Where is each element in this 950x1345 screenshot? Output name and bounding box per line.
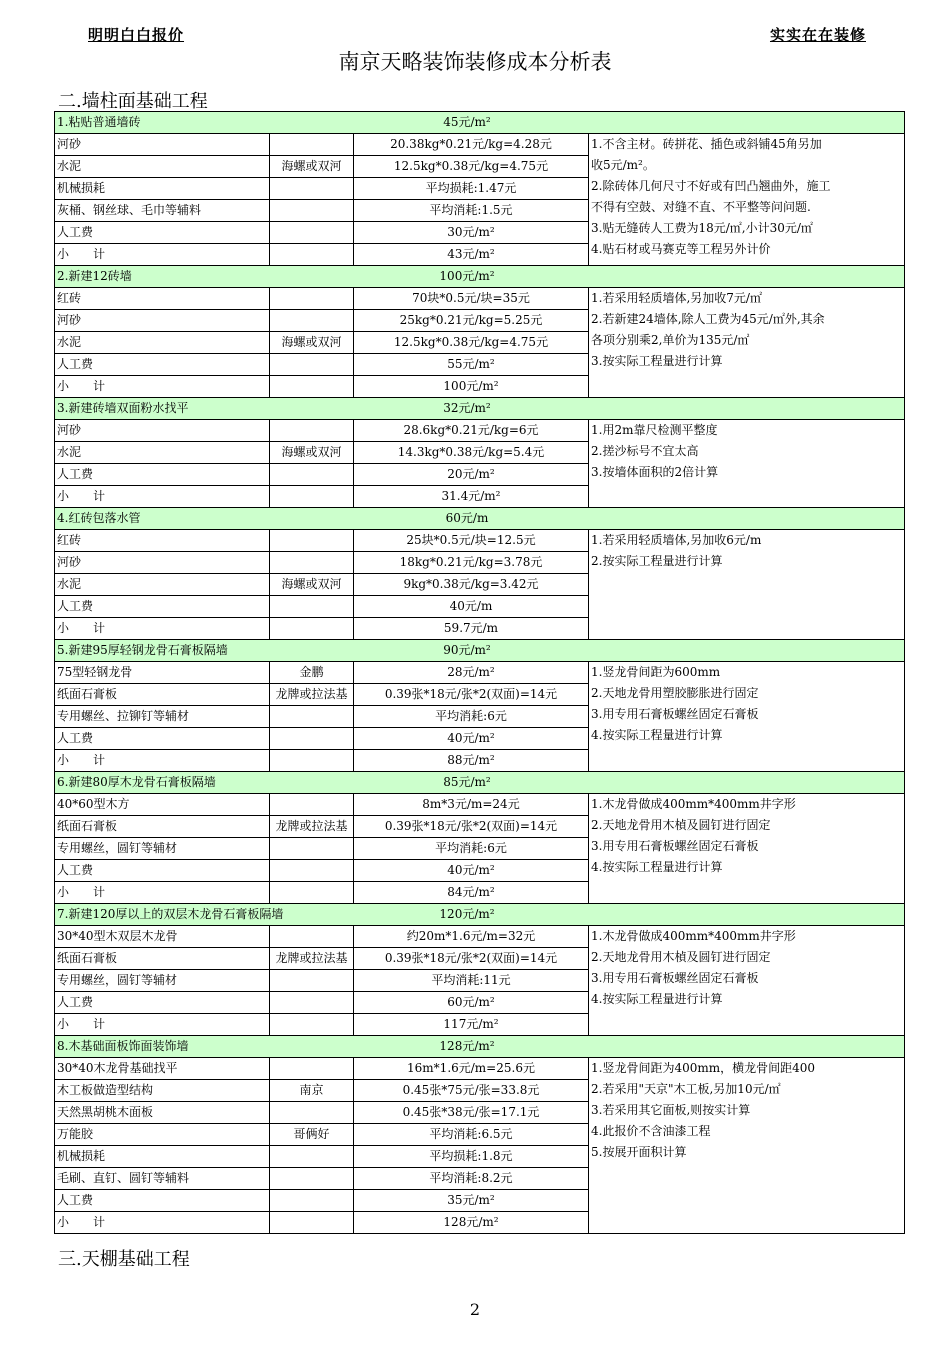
block-header-cell bbox=[55, 266, 905, 288]
note-line: 3.按实际工程量进行计算 bbox=[591, 354, 723, 368]
price-calculation-cell: 20元/m² bbox=[354, 464, 589, 486]
price-calculation-cell: 20.38kg*0.21元/kg=4.28元 bbox=[354, 134, 589, 156]
note-line: 2.若采用"天京"木工板,另加10元/㎡ bbox=[591, 1082, 781, 1096]
brand-cell bbox=[270, 420, 354, 442]
block-header-cell bbox=[55, 508, 905, 530]
brand-cell: 龙牌或拉法基 bbox=[270, 684, 354, 706]
block-header-row bbox=[55, 1036, 905, 1058]
brand-cell bbox=[270, 970, 354, 992]
item-name-cell: 纸面石膏板 bbox=[55, 948, 270, 970]
item-name-cell: 人工费 bbox=[55, 728, 270, 750]
price-calculation-cell: 84元/m² bbox=[354, 882, 589, 904]
note-line: 收5元/m²。 bbox=[591, 158, 655, 172]
item-name-cell: 小 计 bbox=[55, 376, 270, 398]
block-unit-price: 45元/m² bbox=[443, 115, 491, 129]
block-header-row bbox=[55, 640, 905, 662]
block-title: 4.红砖包落水管 bbox=[57, 511, 141, 525]
price-calculation-cell: 平均消耗:6元 bbox=[354, 706, 589, 728]
block-title: 6.新建80厚木龙骨石膏板隔墙 bbox=[57, 775, 216, 789]
table-row bbox=[55, 134, 905, 156]
price-calculation-cell: 55元/m² bbox=[354, 354, 589, 376]
table-row bbox=[55, 1058, 905, 1080]
brand-cell bbox=[270, 222, 354, 244]
item-name-cell: 75型轻钢龙骨 bbox=[55, 662, 270, 684]
block-header-row bbox=[55, 398, 905, 420]
price-calculation-cell: 0.39张*18元/张*2(双面)=14元 bbox=[354, 948, 589, 970]
item-name-cell: 30*40型木双层木龙骨 bbox=[55, 926, 270, 948]
document-title: 南京天略装饰装修成本分析表 bbox=[338, 50, 612, 74]
price-calculation-cell: 0.45张*75元/张=33.8元 bbox=[354, 1080, 589, 1102]
brand-cell bbox=[270, 1168, 354, 1190]
note-line: 2.除砖体几何尺寸不好或有凹凸翘曲外，施工 bbox=[591, 179, 831, 193]
brand-cell bbox=[270, 244, 354, 266]
note-line: 2.天地龙骨用塑胶膨胀进行固定 bbox=[591, 686, 759, 700]
brand-cell bbox=[270, 552, 354, 574]
block-header-cell bbox=[55, 772, 905, 794]
brand-cell bbox=[270, 882, 354, 904]
brand-cell: 龙牌或拉法基 bbox=[270, 816, 354, 838]
item-name-cell: 人工费 bbox=[55, 992, 270, 1014]
price-calculation-cell: 100元/m² bbox=[354, 376, 589, 398]
brand-cell bbox=[270, 1212, 354, 1234]
note-line: 4.按实际工程量进行计算 bbox=[591, 992, 723, 1006]
block-title: 7.新建120厚以上的双层木龙骨石膏板隔墙 bbox=[57, 907, 284, 921]
brand-cell bbox=[270, 376, 354, 398]
brand-cell bbox=[270, 750, 354, 772]
table-row bbox=[55, 794, 905, 816]
item-name-cell: 小 计 bbox=[55, 1014, 270, 1036]
brand-cell bbox=[270, 486, 354, 508]
item-name-cell: 人工费 bbox=[55, 464, 270, 486]
price-calculation-cell: 12.5kg*0.38元/kg=4.75元 bbox=[354, 156, 589, 178]
item-name-cell: 水泥 bbox=[55, 574, 270, 596]
item-name-cell: 人工费 bbox=[55, 860, 270, 882]
cost-analysis-table bbox=[54, 111, 905, 1234]
item-name-cell: 水泥 bbox=[55, 156, 270, 178]
price-calculation-cell: 14.3kg*0.38元/kg=5.4元 bbox=[354, 442, 589, 464]
price-calculation-cell: 117元/m² bbox=[354, 1014, 589, 1036]
price-calculation-cell: 31.4元/m² bbox=[354, 486, 589, 508]
price-calculation-cell: 40元/m² bbox=[354, 728, 589, 750]
note-line: 不得有空鼓、对缝不直、不平整等问问题. bbox=[591, 200, 811, 214]
note-line: 1.竖龙骨间距为600mm bbox=[591, 665, 721, 679]
price-calculation-cell: 平均消耗:6.5元 bbox=[354, 1124, 589, 1146]
brand-cell: 海螺或双河 bbox=[270, 574, 354, 596]
item-name-cell: 人工费 bbox=[55, 596, 270, 618]
item-name-cell: 机械损耗 bbox=[55, 1146, 270, 1168]
brand-cell bbox=[270, 794, 354, 816]
price-calculation-cell: 平均损耗:1.8元 bbox=[354, 1146, 589, 1168]
price-calculation-cell: 35元/m² bbox=[354, 1190, 589, 1212]
block-header-cell bbox=[55, 904, 905, 926]
brand-cell bbox=[270, 838, 354, 860]
brand-cell bbox=[270, 618, 354, 640]
note-line: 4.此报价不含油漆工程 bbox=[591, 1124, 711, 1138]
block-header-cell bbox=[55, 398, 905, 420]
price-calculation-cell: 70块*0.5元/块=35元 bbox=[354, 288, 589, 310]
table-row bbox=[55, 530, 905, 552]
notes-cell bbox=[589, 134, 905, 266]
note-line: 5.按展开面积计算 bbox=[591, 1145, 687, 1159]
brand-cell bbox=[270, 178, 354, 200]
item-name-cell: 专用螺丝、拉铆钉等辅材 bbox=[55, 706, 270, 728]
block-header-row bbox=[55, 112, 905, 134]
table-row bbox=[55, 420, 905, 442]
item-name-cell: 毛刷、直钉、圆钉等辅料 bbox=[55, 1168, 270, 1190]
block-unit-price: 90元/m² bbox=[443, 643, 491, 657]
price-calculation-cell: 40元/m² bbox=[354, 860, 589, 882]
notes-cell bbox=[589, 926, 905, 1036]
item-name-cell: 小 计 bbox=[55, 882, 270, 904]
price-calculation-cell: 9kg*0.38元/kg=3.42元 bbox=[354, 574, 589, 596]
note-line: 2.若新建24墙体,除人工费为45元/㎡外,其余 bbox=[591, 312, 825, 326]
item-name-cell: 小 计 bbox=[55, 1212, 270, 1234]
brand-cell: 海螺或双河 bbox=[270, 442, 354, 464]
block-unit-price: 120元/m² bbox=[439, 907, 495, 921]
brand-cell: 南京 bbox=[270, 1080, 354, 1102]
note-line: 3.贴无缝砖人工费为18元/㎡,小计30元/㎡ bbox=[591, 221, 813, 235]
price-calculation-cell: 30元/m² bbox=[354, 222, 589, 244]
section-heading-ceiling: 三.天棚基础工程 bbox=[58, 1249, 190, 1270]
brand-cell bbox=[270, 596, 354, 618]
brand-cell bbox=[270, 728, 354, 750]
brand-cell bbox=[270, 530, 354, 552]
brand-cell bbox=[270, 1190, 354, 1212]
note-line: 3.按墙体面积的2倍计算 bbox=[591, 465, 719, 479]
block-header-row bbox=[55, 266, 905, 288]
brand-cell: 哥俩好 bbox=[270, 1124, 354, 1146]
block-header-row bbox=[55, 772, 905, 794]
item-name-cell: 人工费 bbox=[55, 354, 270, 376]
note-line: 2.按实际工程量进行计算 bbox=[591, 554, 723, 568]
note-line: 2.天地龙骨用木楨及圆钉进行固定 bbox=[591, 818, 771, 832]
price-calculation-cell: 40元/m bbox=[354, 596, 589, 618]
price-calculation-cell: 8m*3元/m=24元 bbox=[354, 794, 589, 816]
block-title: 8.木基础面板饰面装饰墙 bbox=[57, 1039, 189, 1053]
item-name-cell: 河砂 bbox=[55, 134, 270, 156]
brand-cell bbox=[270, 926, 354, 948]
item-name-cell: 河砂 bbox=[55, 310, 270, 332]
price-calculation-cell: 28元/m² bbox=[354, 662, 589, 684]
item-name-cell: 人工费 bbox=[55, 1190, 270, 1212]
note-line: 1.木龙骨做成400mm*400mm井字形 bbox=[591, 929, 796, 943]
item-name-cell: 纸面石膏板 bbox=[55, 684, 270, 706]
note-line: 1.若采用轻质墙体,另加收7元/㎡ bbox=[591, 291, 762, 305]
brand-cell bbox=[270, 1014, 354, 1036]
block-header-row bbox=[55, 508, 905, 530]
price-calculation-cell: 0.39张*18元/张*2(双面)=14元 bbox=[354, 816, 589, 838]
brand-cell bbox=[270, 134, 354, 156]
note-line: 4.贴石材或马赛克等工程另外计价 bbox=[591, 242, 771, 256]
left-slogan: 明明白白报价 bbox=[88, 26, 185, 44]
item-name-cell: 红砖 bbox=[55, 530, 270, 552]
section-heading-wall: 二.墙柱面基础工程 bbox=[58, 91, 208, 112]
price-calculation-cell: 0.39张*18元/张*2(双面)=14元 bbox=[354, 684, 589, 706]
block-unit-price: 32元/m² bbox=[443, 401, 491, 415]
item-name-cell: 纸面石膏板 bbox=[55, 816, 270, 838]
price-calculation-cell: 平均损耗:1.47元 bbox=[354, 178, 589, 200]
table-row bbox=[55, 288, 905, 310]
brand-cell: 海螺或双河 bbox=[270, 156, 354, 178]
brand-cell: 海螺或双河 bbox=[270, 332, 354, 354]
note-line: 1.若采用轻质墙体,另加收6元/m bbox=[591, 533, 762, 547]
brand-cell bbox=[270, 1146, 354, 1168]
notes-cell bbox=[589, 662, 905, 772]
price-calculation-cell: 128元/m² bbox=[354, 1212, 589, 1234]
item-name-cell: 天然黑胡桃木面板 bbox=[55, 1102, 270, 1124]
price-calculation-cell: 60元/m² bbox=[354, 992, 589, 1014]
price-calculation-cell: 平均消耗:6元 bbox=[354, 838, 589, 860]
note-line: 3.用专用石膏板螺丝固定石膏板 bbox=[591, 971, 759, 985]
price-calculation-cell: 18kg*0.21元/kg=3.78元 bbox=[354, 552, 589, 574]
brand-cell: 龙牌或拉法基 bbox=[270, 948, 354, 970]
block-unit-price: 128元/m² bbox=[439, 1039, 495, 1053]
block-title: 3.新建砖墙双面粉水找平 bbox=[57, 401, 189, 415]
item-name-cell: 河砂 bbox=[55, 552, 270, 574]
brand-cell bbox=[270, 1102, 354, 1124]
brand-cell bbox=[270, 706, 354, 728]
note-line: 4.按实际工程量进行计算 bbox=[591, 728, 723, 742]
item-name-cell: 水泥 bbox=[55, 332, 270, 354]
note-line: 4.按实际工程量进行计算 bbox=[591, 860, 723, 874]
item-name-cell: 河砂 bbox=[55, 420, 270, 442]
note-line: 1.木龙骨做成400mm*400mm井字形 bbox=[591, 797, 796, 811]
item-name-cell: 小 计 bbox=[55, 750, 270, 772]
note-line: 1.用2m靠尺检测平整度 bbox=[591, 423, 718, 437]
block-title: 2.新建12砖墙 bbox=[57, 269, 132, 283]
price-calculation-cell: 59.7元/m bbox=[354, 618, 589, 640]
price-calculation-cell: 88元/m² bbox=[354, 750, 589, 772]
page-number: 2 bbox=[469, 1300, 481, 1319]
price-calculation-cell: 平均消耗:1.5元 bbox=[354, 200, 589, 222]
price-calculation-cell: 约20m*1.6元/m=32元 bbox=[354, 926, 589, 948]
price-calculation-cell: 16m*1.6元/m=25.6元 bbox=[354, 1058, 589, 1080]
block-title: 1.粘贴普通墙砖 bbox=[57, 115, 141, 129]
note-line: 3.用专用石膏板螺丝固定石膏板 bbox=[591, 839, 759, 853]
brand-cell bbox=[270, 200, 354, 222]
block-header-cell bbox=[55, 112, 905, 134]
note-line: 各项分别乘2,单价为135元/㎡ bbox=[591, 333, 750, 347]
price-calculation-cell: 12.5kg*0.38元/kg=4.75元 bbox=[354, 332, 589, 354]
notes-cell bbox=[589, 794, 905, 904]
block-header-cell bbox=[55, 640, 905, 662]
price-calculation-cell: 平均消耗:8.2元 bbox=[354, 1168, 589, 1190]
brand-cell bbox=[270, 354, 354, 376]
notes-cell bbox=[589, 1058, 905, 1234]
item-name-cell: 万能胶 bbox=[55, 1124, 270, 1146]
brand-cell bbox=[270, 310, 354, 332]
item-name-cell: 人工费 bbox=[55, 222, 270, 244]
item-name-cell: 水泥 bbox=[55, 442, 270, 464]
note-line: 3.用专用石膏板螺丝固定石膏板 bbox=[591, 707, 759, 721]
item-name-cell: 小 计 bbox=[55, 244, 270, 266]
price-calculation-cell: 43元/m² bbox=[354, 244, 589, 266]
block-title: 5.新建95厚轻钢龙骨石膏板隔墙 bbox=[57, 643, 228, 657]
item-name-cell: 专用螺丝，圆钉等辅材 bbox=[55, 970, 270, 992]
brand-cell bbox=[270, 288, 354, 310]
notes-cell bbox=[589, 530, 905, 640]
table-row bbox=[55, 662, 905, 684]
note-line: 1.竖龙骨间距为400mm，横龙骨间距400 bbox=[591, 1061, 816, 1075]
item-name-cell: 木工板做造型结构 bbox=[55, 1080, 270, 1102]
note-line: 2.天地龙骨用木楨及圆钉进行固定 bbox=[591, 950, 771, 964]
brand-cell bbox=[270, 992, 354, 1014]
cost-table-body bbox=[55, 112, 905, 1234]
brand-cell bbox=[270, 860, 354, 882]
price-calculation-cell: 0.45张*38元/张=17.1元 bbox=[354, 1102, 589, 1124]
item-name-cell: 专用螺丝，圆钉等辅材 bbox=[55, 838, 270, 860]
brand-cell: 金鹏 bbox=[270, 662, 354, 684]
note-line: 2.搓沙标号不宜太高 bbox=[591, 444, 699, 458]
block-unit-price: 60元/m bbox=[445, 511, 489, 525]
item-name-cell: 灰桶、钢丝球、毛巾等辅料 bbox=[55, 200, 270, 222]
right-slogan: 实实在在装修 bbox=[769, 26, 866, 44]
brand-cell bbox=[270, 1058, 354, 1080]
item-name-cell: 40*60型木方 bbox=[55, 794, 270, 816]
block-header-row bbox=[55, 904, 905, 926]
item-name-cell: 机械损耗 bbox=[55, 178, 270, 200]
item-name-cell: 小 计 bbox=[55, 486, 270, 508]
note-line: 1.不含主材。砖拼花、插色或斜铺45角另加 bbox=[591, 137, 822, 151]
item-name-cell: 红砖 bbox=[55, 288, 270, 310]
price-calculation-cell: 25块*0.5元/块=12.5元 bbox=[354, 530, 589, 552]
item-name-cell: 30*40木龙骨基础找平 bbox=[55, 1058, 270, 1080]
price-calculation-cell: 平均消耗:11元 bbox=[354, 970, 589, 992]
price-calculation-cell: 25kg*0.21元/kg=5.25元 bbox=[354, 310, 589, 332]
brand-cell bbox=[270, 464, 354, 486]
notes-cell bbox=[589, 420, 905, 508]
notes-cell bbox=[589, 288, 905, 398]
block-unit-price: 100元/m² bbox=[439, 269, 495, 283]
note-line: 3.若采用其它面板,则按实计算 bbox=[591, 1103, 751, 1117]
price-calculation-cell: 28.6kg*0.21元/kg=6元 bbox=[354, 420, 589, 442]
table-row bbox=[55, 926, 905, 948]
item-name-cell: 小 计 bbox=[55, 618, 270, 640]
block-unit-price: 85元/m² bbox=[443, 775, 491, 789]
block-header-cell bbox=[55, 1036, 905, 1058]
